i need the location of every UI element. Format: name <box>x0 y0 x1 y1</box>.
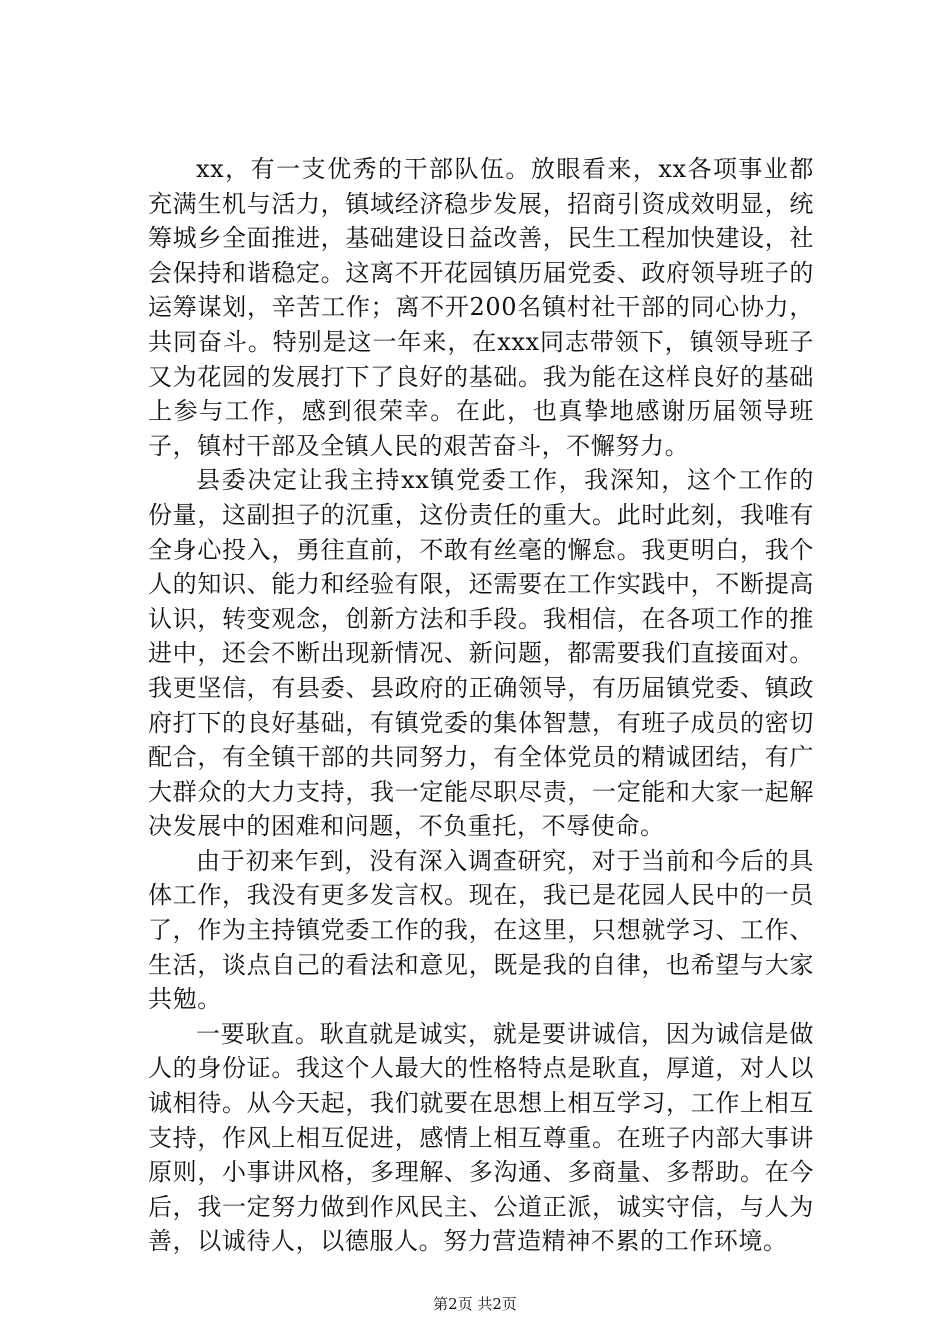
document-body <box>148 152 814 1259</box>
paragraph-3: 由于初来乍到，没有深入调查研究，对于当前和今后的具体工作，我没有更多发言权。现在，我已是花园人民中的一员了，作为主持镇党委工作的我，在这里，只想就学习、工作、生活，谈点自己的看法和意见，既是我的自律，也希望与大家共勉。 <box>148 846 814 1014</box>
paragraph-2: 县委决定让我主持xx镇党委工作，我深知，这个工作的份量，这副担子的沉重，这份责任的重大。此时此刻，我唯有全身心投入，勇往直前，不敢有丝毫的懈怠。我更明白，我个人的知识、能力和经验有限，还需要在工作实践中，不断提高认识，转变观念，创新方法和手段。我相信，在各项工作的推进中，还会不断出现新情况、新问题，都需要我们直接面对。我更坚信，有县委、县政府的正确领导，有历届镇党委、镇政府打下的良好基础，有镇党委的集体智慧，有班子成员的密切配合，有全镇干部的共同努力，有全体党员的精诚团结，有广大群众的大力支持，我一定能尽职尽责，一定能和大家一起解决发展中的困难和问题，不负重托，不辱使命。 <box>148 466 814 841</box>
paragraph-1: xx，有一支优秀的干部队伍。放眼看来，xx各项事业都充满生机与活力，镇域经济稳步发展，招商引资成效明显，统筹城乡全面推进，基础建设日益改善，民生工程加快建设，社会保持和谐稳定。这离不开花园镇历届党委、政府领导班子的运筹谋划，辛苦工作；离不开200名镇村社干部的同心协力，共同奋斗。特别是这一年来，在xxx同志带领下，镇领导班子又为花园的发展打下了良好的基础。我为能在这样良好的基础上参与工作，感到很荣幸。在此，也真挚地感谢历届领导班子，镇村干部及全镇人民的艰苦奋斗，不懈努力。 <box>148 155 814 460</box>
page-footer: 第2页 共2页 <box>433 1295 517 1313</box>
paragraph-4: 一要耿直。耿直就是诚实，就是要讲诚信，因为诚信是做人的身份证。我这个人最大的性格特点是耿直，厚道，对人以诚相待。从今天起，我们就要在思想上相互学习，工作上相互支持，作风上相互促进，感情上相互尊重。在班子内部大事讲原则，小事讲风格，多理解、多沟通、多商量、多帮助。在今后，我一定努力做到作风民主、公道正派，诚实守信，与人为善，以诚待人，以德服人。努力营造精神不累的工作环境。 <box>148 1019 814 1256</box>
